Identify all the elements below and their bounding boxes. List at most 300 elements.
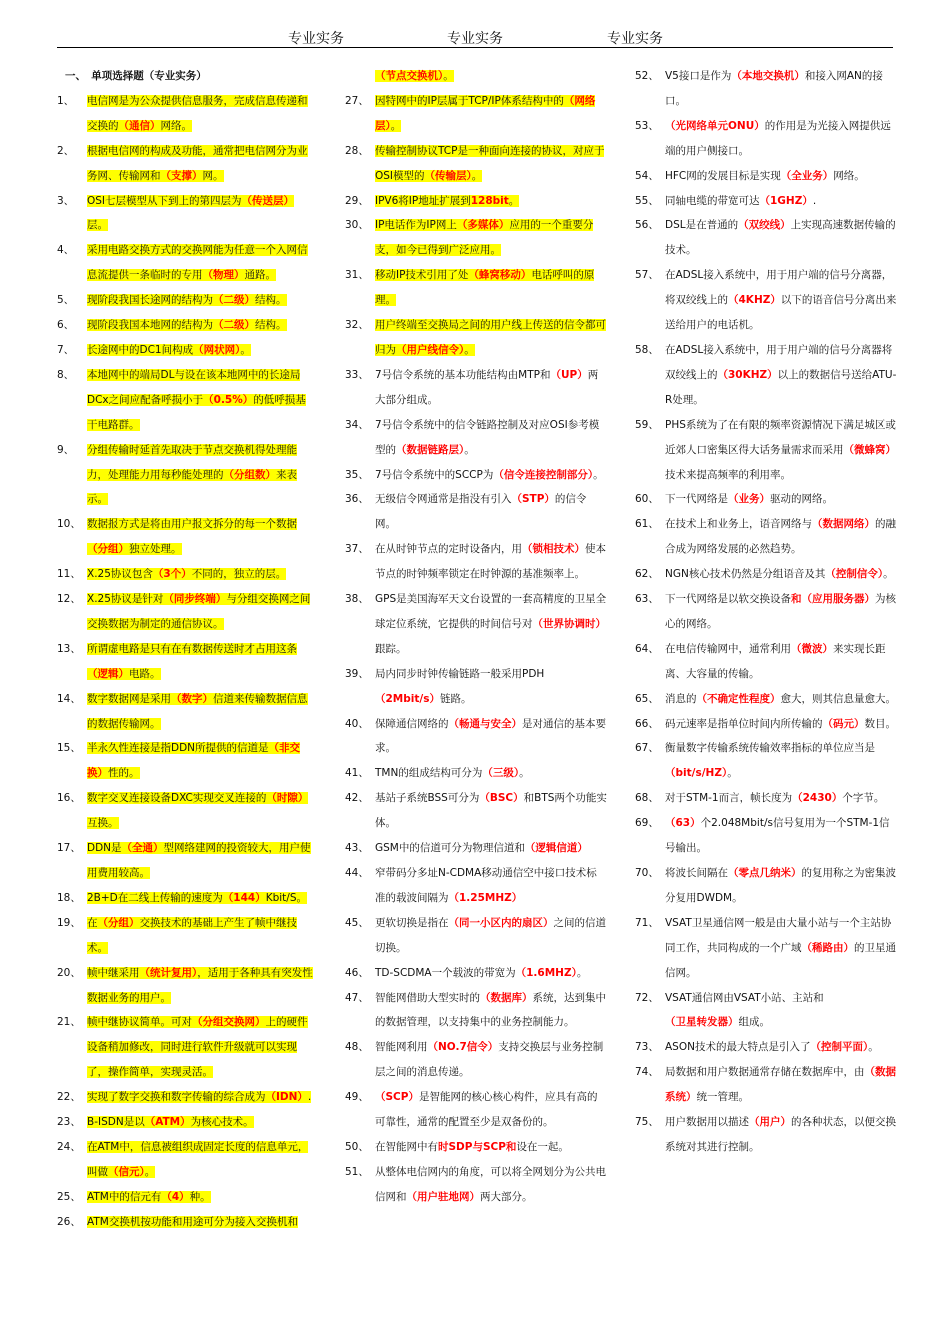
question-item	[635, 114, 897, 164]
question-tail: 。	[390, 119, 402, 132]
question-item	[345, 487, 607, 537]
question-item	[635, 338, 897, 413]
answer: （微波）	[791, 642, 833, 655]
answer: （分组）	[97, 916, 140, 929]
question-stem: 更软切换是指在	[375, 916, 449, 929]
question-tail: 网络。	[160, 119, 192, 132]
question-item	[57, 1210, 315, 1235]
question-item	[345, 836, 607, 861]
question-stem: DSL是在普通的	[665, 219, 739, 232]
question-tail: 和BTS两个功能实体。	[375, 792, 607, 830]
question-stem: OSI七层模型从下到上的第四层为	[87, 194, 242, 207]
question-number: 27、	[345, 94, 369, 107]
question-tail: .	[307, 1091, 312, 1104]
answer: （STP）	[511, 493, 555, 506]
answer: （时隙）	[266, 792, 309, 805]
question-text	[665, 811, 897, 861]
question-text	[375, 463, 607, 488]
question-tail: 以上的数据信号送给ATU-R处理。	[665, 368, 897, 406]
question-number: 30、	[345, 219, 369, 232]
question-text	[375, 487, 607, 537]
question-number: 64、	[635, 642, 659, 655]
answer: （不确定性程度）	[696, 692, 781, 705]
question-tail: 两大部分组成。	[375, 368, 599, 406]
question-text	[665, 911, 897, 986]
question-number: 37、	[345, 543, 369, 556]
question-stem: 在从时钟节点的定时设备内，用	[375, 543, 522, 556]
question-tail: 。	[471, 169, 483, 182]
question-item	[57, 338, 315, 363]
question-number: 57、	[635, 269, 659, 282]
question-number: 13、	[57, 642, 81, 655]
question-number: 68、	[635, 792, 659, 805]
question-item	[345, 761, 607, 786]
question-tail: 的各种状态，以便交换系统对其进行控制。	[665, 1116, 896, 1153]
question-number: 17、	[57, 842, 81, 855]
question-text	[665, 637, 897, 687]
question-text	[87, 438, 315, 513]
question-number: 26、	[57, 1215, 81, 1228]
answer: （4）	[161, 1190, 190, 1203]
question-tail: 的作用是为光接入网提供远端的用户侧接口。	[665, 119, 891, 157]
question-item	[57, 89, 315, 139]
header-rule	[57, 47, 893, 48]
question-text	[87, 961, 315, 1011]
answer: （多媒体）	[456, 219, 510, 232]
answer: 128bit	[470, 194, 509, 207]
question-text	[375, 263, 607, 313]
question-item	[635, 1060, 897, 1110]
question-tail: 个2.048Mbit/s信号复用为一个STM-1信号输出。	[665, 817, 890, 855]
answer: （统计复用）	[139, 966, 198, 979]
question-stem: B-ISDN是以	[87, 1116, 145, 1129]
answer: （用户线信令）	[396, 343, 465, 356]
question-tail: 应用的一个重要分支，如今已得到广泛应用。	[375, 219, 594, 257]
question-item	[635, 562, 897, 587]
question-tail: 独立处理。	[129, 543, 182, 556]
answer: （物理）	[202, 269, 245, 282]
question-tail: 。	[464, 343, 475, 356]
question-stem: 电信网是为公众提供信息服务，完成信息传递和交换的	[87, 94, 308, 132]
question-item	[635, 413, 897, 488]
question-stem: PHS系统为了在有限的频率资源情况下满足城区或近郊人口密集区得大话务量需求而采用	[665, 418, 896, 456]
question-number: 34、	[345, 418, 369, 431]
answer: （1.25MHZ）	[448, 891, 523, 904]
question-stem: 长途网中的DC1间构成	[87, 343, 194, 356]
answer: （业务）	[728, 493, 770, 506]
question-text	[87, 1210, 315, 1235]
question-number: 40、	[345, 717, 369, 730]
question-stem: X.25协议包含	[87, 568, 153, 581]
question-tail: .	[812, 194, 817, 207]
question-number: 3、	[57, 194, 75, 207]
question-item	[57, 438, 315, 513]
question-item	[57, 687, 315, 737]
question-text	[375, 413, 607, 463]
question-tail: 结构。	[255, 294, 287, 307]
question-text	[375, 537, 607, 587]
question-item	[635, 1110, 897, 1160]
question-text	[665, 487, 897, 512]
question-tail: 通路。	[244, 269, 276, 282]
question-stem: 对于STM-1而言，帧长度为	[665, 792, 793, 805]
question-number: 42、	[345, 792, 369, 805]
question-item	[57, 562, 315, 587]
question-text	[375, 712, 607, 762]
question-stem: 数字数据网是采用	[87, 692, 171, 705]
question-text	[87, 139, 315, 189]
question-item	[57, 786, 315, 836]
question-item	[57, 189, 315, 239]
question-item	[57, 313, 315, 338]
question-item	[635, 861, 897, 911]
question-stem: 现阶段我国长途网的结构为	[87, 294, 213, 307]
answer: （NO.7信令）	[427, 1041, 499, 1054]
question-stem: IP电话作为IP网上	[375, 219, 457, 232]
question-item	[57, 911, 315, 961]
question-item	[635, 213, 897, 263]
question-item	[635, 263, 897, 338]
answer: （IDN）	[265, 1091, 308, 1104]
answer: （逻辑信道）	[524, 842, 588, 855]
answer: （数据系统）	[665, 1066, 896, 1104]
answer: （网状网）	[193, 343, 241, 356]
question-number: 29、	[345, 194, 369, 207]
question-item	[57, 1135, 315, 1185]
question-tail: 网络。	[833, 169, 865, 182]
question-text	[375, 986, 607, 1036]
question-number: 16、	[57, 792, 81, 805]
question-stem: DDN是	[87, 842, 122, 855]
question-number: 53、	[635, 119, 659, 132]
question-tail: 不同的，独立的层。	[191, 568, 287, 581]
question-tail: 系统，达到集中的数据管理，以支持集中的业务控制能力。	[375, 991, 606, 1029]
question-text	[665, 164, 897, 189]
question-stem: 智能网借助大型实时的	[375, 991, 480, 1004]
question-text	[375, 139, 607, 189]
question-tail: 驱动的网络。	[770, 493, 833, 506]
question-stem: VSAT卫星通信网一般是由大量小站与一个主站协同工作，共同构成的一个广域	[665, 916, 892, 954]
question-number: 69、	[635, 817, 659, 830]
question-tail: 的低呼损基干电路群。	[87, 393, 306, 431]
question-tail: 网。	[202, 169, 224, 182]
answer: （逻辑）	[87, 667, 129, 680]
answer: （信元）	[108, 1165, 145, 1178]
question-tail: 电话呼叫的原理。	[375, 269, 595, 307]
question-tail: 两大部分。	[480, 1190, 533, 1203]
question-number: 48、	[345, 1041, 369, 1054]
question-text	[87, 313, 315, 338]
question-stem: VSAT通信网由VSAT小站、主站和	[665, 991, 824, 1004]
question-tail: 以下的语音信号分离出来送给用户的电话机。	[665, 294, 897, 332]
section-title: 一、 单项选择题（专业实务）	[65, 70, 207, 82]
question-number: 28、	[345, 144, 369, 157]
question-number: 46、	[345, 966, 369, 979]
question-text	[87, 886, 315, 911]
question-item	[345, 413, 607, 463]
question-text	[87, 836, 315, 886]
column-3	[635, 64, 897, 1160]
answer: （光网络单元ONU）	[665, 119, 765, 132]
question-item	[635, 687, 897, 712]
question-stem: 帧中继协议简单。可对	[87, 1016, 192, 1029]
question-tail: 链路。	[439, 692, 472, 705]
question-text	[665, 786, 897, 811]
question-number: 8、	[57, 368, 75, 381]
question-item	[635, 712, 897, 737]
question-stem: TMN的组成结构可分为	[375, 767, 483, 780]
question-number: 24、	[57, 1140, 81, 1153]
question-number: 50、	[345, 1140, 369, 1153]
question-stem: 消息的	[665, 692, 697, 705]
question-text	[375, 587, 607, 662]
question-number: 71、	[635, 916, 659, 929]
question-tail: 之间的信道切换。	[375, 916, 606, 954]
question-text	[375, 313, 607, 363]
question-tail: 交换技术的基础上产生了帧中继技术。	[87, 916, 297, 954]
answer: （三级）	[482, 767, 520, 780]
question-number: 72、	[635, 991, 659, 1004]
answer: （非交换）	[87, 742, 301, 780]
question-item	[345, 986, 607, 1036]
question-stem: 现阶段我国本地网的结构为	[87, 319, 213, 332]
answer: （UP）	[550, 368, 588, 381]
question-number: 5、	[57, 294, 75, 307]
question-text	[375, 911, 607, 961]
question-text	[87, 786, 315, 836]
question-number: 23、	[57, 1116, 81, 1129]
question-number: 54、	[635, 169, 659, 182]
answer: （二级）	[213, 294, 255, 307]
question-text	[665, 413, 897, 488]
question-number: 6、	[57, 319, 75, 332]
question-stem: 窄带码分多址N-CDMA移动通信空中接口技术标准的载波间隔为	[375, 867, 597, 904]
question-text	[375, 1160, 607, 1210]
question-text	[87, 1135, 315, 1185]
question-number: 43、	[345, 842, 369, 855]
question-number	[345, 64, 375, 89]
question-number: 62、	[635, 568, 659, 581]
answer: （控制平面）	[810, 1041, 869, 1054]
question-stem: 在ATM中，信息被组织成固定长度的信息单元，叫做	[87, 1140, 309, 1178]
question-tail: 层。	[87, 219, 108, 232]
answer: （SCP）	[375, 1091, 419, 1104]
question-item	[57, 1085, 315, 1110]
question-tail: 的复用称之为密集波分复用DWDM。	[665, 867, 896, 904]
question-stem: 下一代网络是以软交换设备	[665, 593, 791, 606]
question-tail: 的融合成为网络发展的必然趋势。	[665, 518, 896, 556]
question-text	[87, 338, 315, 363]
answer: （全通）	[121, 842, 164, 855]
question-stem: 基站子系统BSS可分为	[375, 792, 480, 805]
question-number: 61、	[635, 518, 659, 531]
question-tail: 为核心的网络。	[665, 593, 896, 630]
answer: （数据网络）	[812, 518, 875, 531]
question-text	[87, 288, 315, 313]
question-number: 1、	[57, 94, 75, 107]
question-tail: 。	[519, 767, 530, 780]
answer: （用户）	[749, 1116, 791, 1129]
question-number: 2、	[57, 144, 75, 157]
question-item	[345, 1160, 607, 1210]
question-item	[345, 911, 607, 961]
question-number: 18、	[57, 891, 81, 904]
question-item	[635, 986, 897, 1036]
question-stem: 局内同步时钟传输链路一般采用PDH	[375, 667, 545, 680]
question-text	[665, 338, 897, 413]
question-text	[375, 1035, 607, 1085]
question-number: 7、	[57, 343, 75, 356]
question-text	[375, 836, 607, 861]
question-text	[87, 1110, 315, 1135]
question-item	[345, 139, 607, 189]
question-stem: 同轴电缆的带宽可达	[665, 194, 760, 207]
question-tail: 。	[144, 1165, 156, 1178]
question-stem: 本地网中的端局DL与设在该本地网中的长途局DCx之间应配备呼损小于	[87, 368, 301, 406]
question-item	[635, 587, 897, 637]
column-2	[345, 64, 607, 1210]
header-label: 专业实务	[607, 31, 663, 47]
question-number: 19、	[57, 916, 81, 929]
answer: （节点交换机）	[375, 70, 444, 82]
answer: 时SDP与SCP和	[438, 1140, 517, 1153]
question-text	[87, 1085, 315, 1110]
question-item	[57, 961, 315, 1011]
question-stem: 在ADSL接入系统中，用于用户端的信号分离器将双绞线上的	[665, 343, 893, 381]
question-number: 66、	[635, 717, 659, 730]
question-item	[635, 512, 897, 562]
question-text	[665, 687, 897, 712]
answer: （BSC）	[479, 792, 524, 805]
answer: （4KHZ）	[728, 294, 781, 307]
question-tail: 种。	[189, 1190, 211, 1203]
question-stem: HFC网的发展目标是实现	[665, 169, 781, 182]
question-item	[345, 861, 607, 911]
question-text	[375, 1085, 607, 1135]
question-number: 33、	[345, 368, 369, 381]
question-text	[375, 1135, 607, 1160]
page-header	[0, 28, 950, 48]
answer: （3个）	[152, 568, 192, 581]
question-text	[375, 363, 607, 413]
question-item	[635, 811, 897, 861]
question-item	[345, 1135, 607, 1160]
question-tail: 为核心技术。	[190, 1116, 254, 1129]
question-stem: 传输控制协议TCP是一种面向连接的协议，对应于OSI模型的	[375, 144, 605, 182]
answer: （卫星转发器）	[665, 1016, 739, 1029]
answer: （传输层）	[424, 169, 472, 182]
question-number: 74、	[635, 1066, 659, 1079]
question-number: 44、	[345, 867, 369, 879]
question-item	[345, 213, 607, 263]
question-number: 51、	[345, 1165, 369, 1178]
question-number: 47、	[345, 991, 369, 1004]
question-stem: 数字交叉连接设备DXC实现交叉连接的	[87, 792, 267, 805]
question-item	[345, 313, 607, 363]
question-number: 14、	[57, 692, 81, 705]
question-tail: 是对通信的基本要求。	[375, 717, 606, 755]
question-number: 41、	[345, 767, 369, 780]
question-number: 60、	[635, 493, 659, 506]
question-stem: 在电信传输网中，通常利用	[665, 642, 791, 655]
question-item	[345, 712, 607, 762]
question-item	[345, 1035, 607, 1085]
question-tail: 组成。	[738, 1016, 770, 1029]
answer: （同一小区内的扇区）	[448, 916, 554, 929]
question-tail: 支持交换层与业务控制层之间的消息传递。	[375, 1041, 604, 1079]
question-item	[57, 1010, 315, 1085]
question-number: 63、	[635, 593, 659, 606]
question-text	[87, 562, 315, 587]
question-tail: 。	[508, 194, 520, 207]
question-text	[87, 911, 315, 961]
question-text	[87, 512, 315, 562]
question-item	[345, 537, 607, 587]
question-stem: 在智能网中有	[375, 1140, 438, 1153]
answer: （控制信令）	[825, 568, 884, 581]
question-item	[635, 911, 897, 986]
question-number: 36、	[345, 493, 369, 506]
question-stem: X.25协议是针对	[87, 593, 164, 606]
question-item	[57, 587, 315, 637]
question-number: 59、	[635, 418, 659, 431]
question-item	[57, 363, 315, 438]
answer: （30KHZ）	[717, 368, 778, 381]
question-number: 58、	[635, 343, 659, 356]
question-text	[87, 736, 315, 786]
question-stem: 分组传输时延首先取决于节点交换机得处理能力，处理能力用每秒能处理的	[87, 443, 297, 481]
question-tail: 来实现长距离、大容量的传输。	[665, 642, 886, 680]
question-number: 12、	[57, 593, 81, 606]
question-stem: 将波长间隔在	[665, 867, 728, 879]
question-tail: 。	[443, 70, 454, 82]
answer: （1GHZ）	[759, 194, 813, 207]
question-tail: 。	[868, 1041, 879, 1054]
question-text	[375, 189, 607, 214]
question-tail: 电路。	[129, 667, 161, 680]
question-text	[375, 961, 607, 986]
question-stem: TD-SCDMA一个载波的带宽为	[375, 966, 516, 979]
question-text	[665, 587, 897, 637]
question-number: 55、	[635, 194, 659, 207]
question-item	[635, 637, 897, 687]
question-tail: 性的。	[108, 767, 140, 780]
question-item	[345, 961, 607, 986]
answer: （信令连接控制部分）	[493, 468, 594, 481]
question-stem: 数据报方式是将由用户报文拆分的每一个数据	[87, 518, 297, 531]
question-text	[87, 238, 315, 288]
question-stem: 在ADSL接入系统中，用于用户端的信号分离器，将双绞线上的	[665, 269, 893, 307]
question-number: 39、	[345, 667, 369, 680]
question-tail: 型网络建网的投资较大，用户使用费用较高。	[87, 842, 311, 879]
question-number: 25、	[57, 1190, 81, 1203]
question-number: 11、	[57, 568, 81, 581]
question-tail: 与分组交换网之间交换数据为制定的通信协议。	[87, 593, 311, 630]
question-text	[665, 1060, 897, 1110]
header-label: 专业实务	[447, 31, 503, 47]
question-number: 38、	[345, 593, 369, 606]
question-stem: 7号信令系统中的SCCP为	[375, 468, 494, 481]
answer: （分组数）	[223, 468, 276, 481]
question-tail: 。	[576, 966, 588, 979]
answer: （传送层）	[241, 194, 295, 207]
question-tail: 个字节。	[842, 792, 885, 805]
question-number: 73、	[635, 1041, 659, 1054]
answer: （0.5%）	[203, 393, 254, 406]
question-stem: 7号信令系统的基本功能结构由MTP和	[375, 368, 551, 381]
question-number: 32、	[345, 319, 369, 332]
question-stem: 所谓虚电路是只有在有数据传送时才占用这条	[87, 642, 297, 655]
